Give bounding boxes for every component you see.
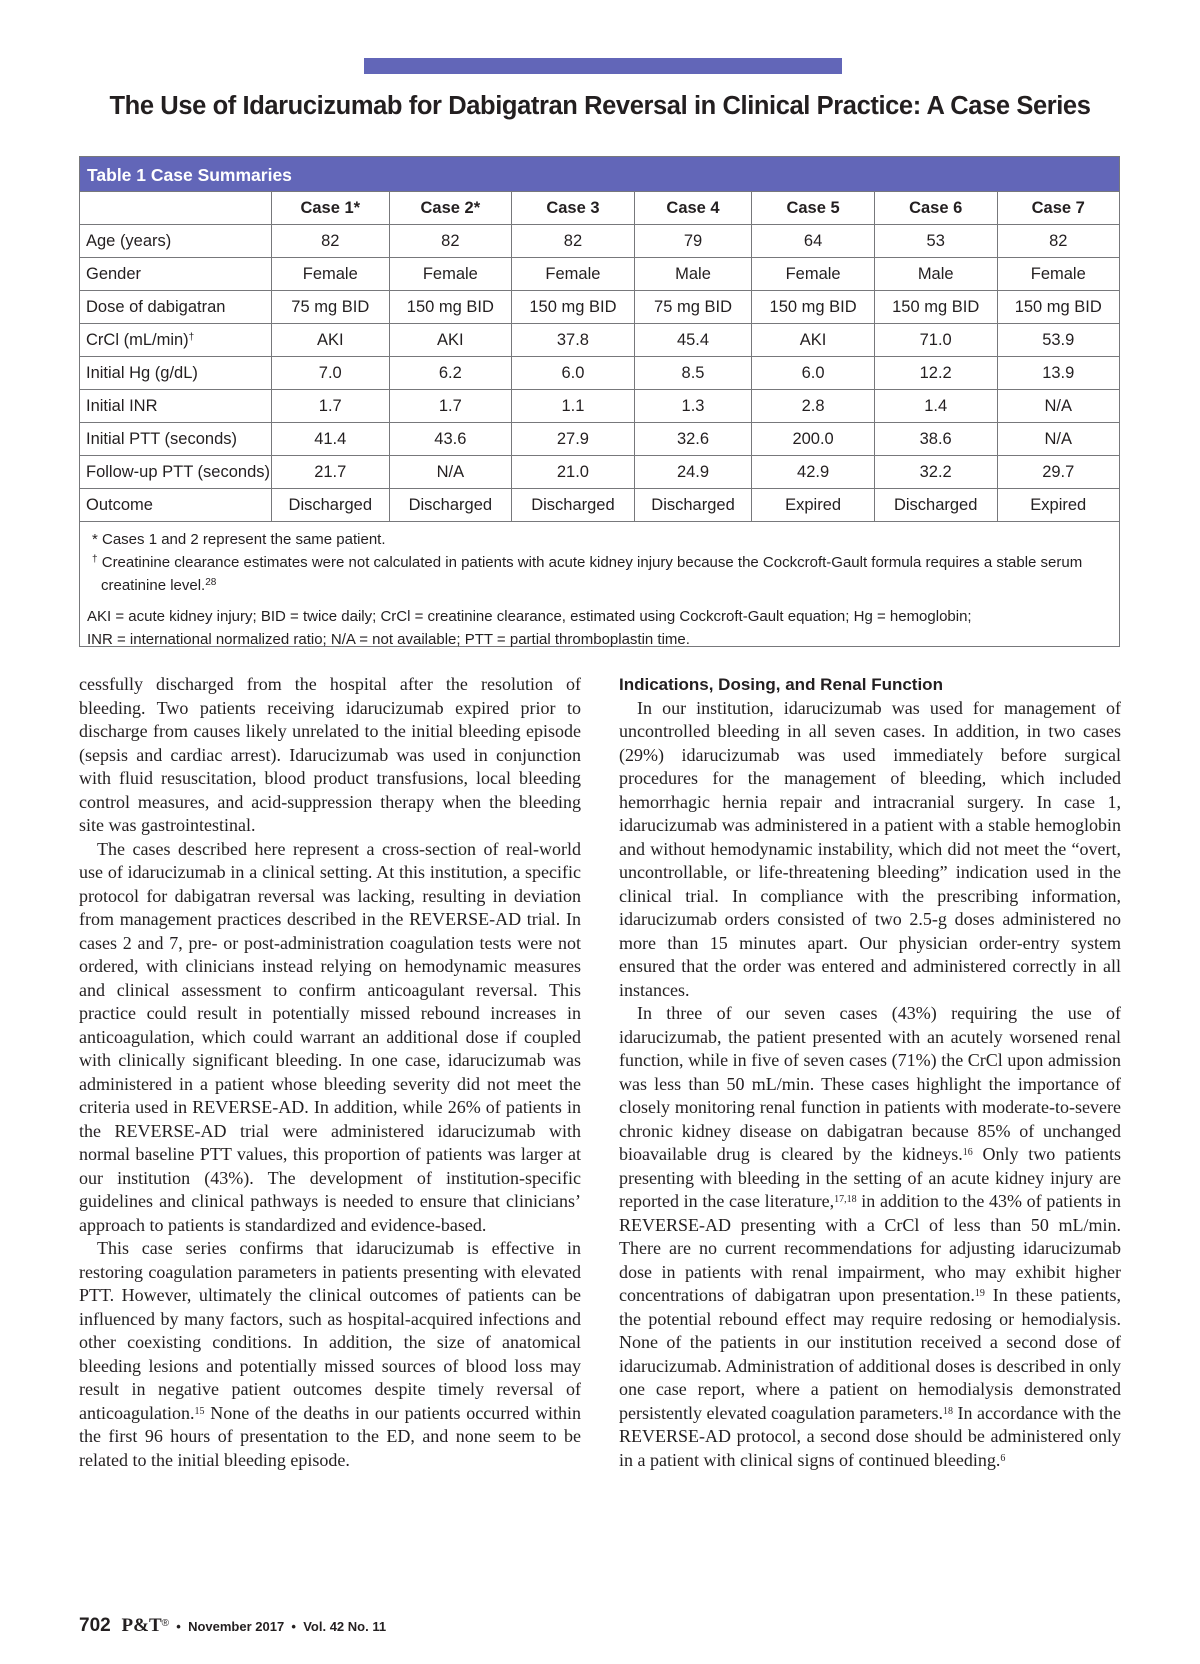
citation-ref: 17,18 [834,1194,857,1205]
table-cell: Female [272,258,390,291]
table-cell: Male [874,258,997,291]
table-cell: 1.1 [512,390,635,423]
table-cell: 82 [512,225,635,258]
column-header: Case 6 [874,192,997,225]
table-row [80,324,1119,357]
body-text: This case series confirms that idarucizumab is effective in restoring coagulation parameters in patients presenting with elevated PTT. However, ultimately the clinical outcomes of patients can be influenced by many factors, such as hospital-acquired infections and other coexisting conditions. In addition, the size of anatomical bleeding lesions and potentially missed sources of blood loss may result in negative patient outcomes despite timely reversal of anticoagulation. [79,1238,581,1423]
column-header: Case 4 [634,192,752,225]
table-row [80,489,1119,522]
table-cell: 71.0 [874,324,997,357]
table-row [80,258,1119,291]
body-text: Only two patients presenting with bleeding in the setting of an acute kidney injury are reported in the case literature, [619,1144,1121,1211]
dagger-mark: † [188,331,195,343]
dagger-mark: † [92,554,98,565]
table-header-row [80,192,1119,225]
body-text: None of the deaths in our patients occurred within the first 96 hours of presentation to the ED, and none seem to be related to the initial bleeding episode. [79,1402,581,1470]
column-header: Case 1* [272,192,390,225]
abbreviations-line-2: INR = international normalized ratio; N/A = not available; PTT = partial thromboplastin time. [87,631,690,648]
case-summary-table [80,191,1119,522]
body-text: In these patients, the potential rebound effect may require redosing or hemodialysis. None of the patients in our institution received a second dose of idarucizumab. Administration of additional doses is described in only one case report, where a patient on hemodialysis demonstrated persistently elevated coagulation parameters. [619,1285,1122,1423]
article-title: The Use of Idarucizumab for Dabigatran Reversal in Clinical Practice: A Case Series [109,92,1091,120]
citation-ref: 16 [962,1147,973,1158]
citation-ref: 28 [205,577,217,588]
table-cell: Female [512,258,635,291]
table-row [80,291,1119,324]
table-cell: AKI [752,324,875,357]
table-caption: Table 1 Case Summaries [80,157,1119,191]
table-cell: N/A [389,456,512,489]
row-label: Initial Hg (g/dL) [80,357,272,390]
page-number: 702 [79,1615,111,1636]
citation-ref: 19 [974,1288,985,1299]
issue-date: November 2017 [188,1619,285,1634]
table-cell: 37.8 [512,324,635,357]
table-row [80,357,1119,390]
body-paragraph [79,1237,581,1472]
table-cell: 1.4 [874,390,997,423]
table-footnotes [80,522,1119,651]
table-cell: 150 mg BID [512,291,635,324]
footnote-creatinine-text: Creatinine clearance estimates were not calculated in patients with acute kidney injury because the Cockcroft-Gault formula requires a stable serum creatinine level. [97,554,1083,594]
header-accent-bar [364,58,842,74]
column-header: Case 7 [997,192,1119,225]
row-label: Initial PTT (seconds) [80,423,272,456]
table-cell: 75 mg BID [272,291,390,324]
table-cell: Expired [997,489,1119,522]
table-cell: 1.7 [389,390,512,423]
row-label [80,324,272,357]
table-corner-cell [80,192,272,225]
footnote-same-patient: * Cases 1 and 2 represent the same patient. [92,531,386,548]
table-cell: 43.6 [389,423,512,456]
column-header: Case 3 [512,192,635,225]
table-cell: 79 [634,225,752,258]
citation-ref: 6 [1000,1452,1006,1464]
table-cell: Discharged [874,489,997,522]
table-cell: Discharged [272,489,390,522]
body-text: In accordance with the REVERSE-AD protocol, a second dose should be administered only in a patient with clinical signs of continued bleeding. [619,1402,1121,1470]
table-cell: 27.9 [512,423,635,456]
table-cell: 8.5 [634,357,752,390]
table-cell: 24.9 [634,456,752,489]
citation-ref: 15 [194,1405,205,1417]
table-cell: Female [997,258,1119,291]
footnote-creatinine [87,551,1112,597]
table-cell: Male [634,258,752,291]
table-cell: 200.0 [752,423,875,456]
table-cell: 150 mg BID [997,291,1119,324]
table-row [80,390,1119,423]
table-cell: 53.9 [997,324,1119,357]
row-label: Gender [80,258,272,291]
table-cell: N/A [997,390,1119,423]
citation-ref: 18 [942,1405,953,1417]
registered-mark: ® [161,1618,170,1629]
table-cell: Discharged [389,489,512,522]
table-cell: Female [389,258,512,291]
table-cell: 42.9 [752,456,875,489]
table-cell: 6.0 [512,357,635,390]
footer-separator: • [291,1619,296,1634]
column-header: Case 2* [389,192,512,225]
volume-issue: Vol. 42 No. 11 [303,1619,387,1634]
table-cell: 29.7 [997,456,1119,489]
table-cell: 38.6 [874,423,997,456]
journal-name: P&T [121,1615,162,1636]
footer-separator: • [176,1619,181,1634]
table-cell: 21.0 [512,456,635,489]
table-cell: Discharged [634,489,752,522]
body-paragraph: In our institution, idarucizumab was used for management of uncontrolled bleeding in all seven cases. In addition, in two cases (29%) idarucizumab was used immediately before surgical procedures for the management of bleeding, which included hemorrhagic hernia repair and intracranial surgery. In case 1, idarucizumab was administered in a patient with a stable hemoglobin and without hemodynamic instability, which did not meet the “overt, uncontrollable, or life-threatening bleeding” indication used in the clinical trial. In compliance with the prescribing information, idarucizumab orders consisted of two 2.5-g doses administered no more than 15 minutes apart. Our physician order-entry system ensured that the order was entered and administered correctly in all instances. [619,697,1121,1000]
row-label: Initial INR [80,390,272,423]
table-cell: 53 [874,225,997,258]
table-cell: Discharged [512,489,635,522]
table-cell: 41.4 [272,423,390,456]
table-cell: 82 [389,225,512,258]
table-cell: AKI [272,324,390,357]
table-cell: Expired [752,489,875,522]
abbreviations-line-1: AKI = acute kidney injury; BID = twice daily; CrCl = creatinine clearance, estimated using Cockcroft-Gault equation; Hg = hemoglobin; [87,608,972,625]
row-label: Age (years) [80,225,272,258]
table-cell: 12.2 [874,357,997,390]
left-text-column [79,673,581,1472]
body-text: In three of our seven cases (43%) requiring the use of idarucizumab, the patient presented with an acutely worsened renal function, while in five of seven cases (71%) the CrCl upon admission was less than 50 mL/min. These cases highlight the importance of closely monitoring renal function in patients with moderate-to-severe chronic kidney disease on dabigatran because 85% of unchanged bioavailable drug is cleared by the kidneys. [619,1003,1121,1164]
table-cell: 150 mg BID [389,291,512,324]
row-label: Follow-up PTT (seconds) [80,456,272,489]
page-footer [79,1615,386,1637]
table-cell: 64 [752,225,875,258]
table-cell: 2.8 [752,390,875,423]
body-paragraph: The cases described here represent a cross-section of real-world use of idarucizumab in a clinical setting. At this institution, a specific protocol for dabigatran reversal was lacking, resulting in deviation from management practices described in the REVERSE-AD trial. In cases 2 and 7, pre- or post-administration coagulation tests were not ordered, with clinicians instead relying on hemodynamic measures and clinical assessment to confirm anticoagulant reversal. This practice could result in potentially missed rebound increases in anticoagulation, which could warrant an additional dose if coupled with clinically significant bleeding. In one case, idarucizumab was administered in a patient whose bleeding severity did not meet the criteria used in REVERSE-AD. In addition, while 26% of patients in the REVERSE-AD trial were administered idarucizumab with normal baseline PTT values, this proportion of patients was larger at our institution (43%). The development of institution-specific guidelines and clinical pathways is needed to ensure that clinicians’ approach to patients is standardized and evidence-based. [79,838,581,1235]
table-cell: Female [752,258,875,291]
row-label: Dose of dabigatran [80,291,272,324]
row-label: Outcome [80,489,272,522]
table-cell: N/A [997,423,1119,456]
table-row [80,423,1119,456]
column-header: Case 5 [752,192,875,225]
body-paragraph [619,1002,1121,1472]
table-cell: 21.7 [272,456,390,489]
table-cell: 45.4 [634,324,752,357]
table-cell: AKI [389,324,512,357]
table-cell: 75 mg BID [634,291,752,324]
table-row [80,225,1119,258]
table-cell: 6.0 [752,357,875,390]
table-cell: 32.6 [634,423,752,456]
section-heading: Indications, Dosing, and Renal Function [619,675,943,694]
table-cell: 7.0 [272,357,390,390]
right-text-column [619,673,1121,1472]
table-cell: 6.2 [389,357,512,390]
table-cell: 150 mg BID [752,291,875,324]
table-cell: 1.7 [272,390,390,423]
body-paragraph: cessfully discharged from the hospital after the resolution of bleeding. Two patients receiving idarucizumab expired prior to discharge from causes likely unrelated to the initial bleeding episode (sepsis and cardiac arrest). Idarucizumab was used in conjunction with fluid resuscitation, blood product transfusions, local bleeding control measures, and acid-suppression therapy when the bleeding site was gastrointestinal. [79,674,581,835]
row-label-text: CrCl (mL/min) [86,330,189,349]
table-cell: 150 mg BID [874,291,997,324]
table-cell: 82 [272,225,390,258]
table-cell: 82 [997,225,1119,258]
table-row [80,456,1119,489]
table-cell: 13.9 [997,357,1119,390]
table-cell: 32.2 [874,456,997,489]
case-summary-table-box [79,156,1120,647]
table-cell: 1.3 [634,390,752,423]
body-text: in addition to the 43% of patients in REVERSE-AD presenting with a CrCl of less than 50 mL/min. There are no current recommendations for adjusting idarucizumab dose in patients with renal impairment, who may exhibit higher concentrations of dabigatran upon presentation. [619,1191,1121,1305]
